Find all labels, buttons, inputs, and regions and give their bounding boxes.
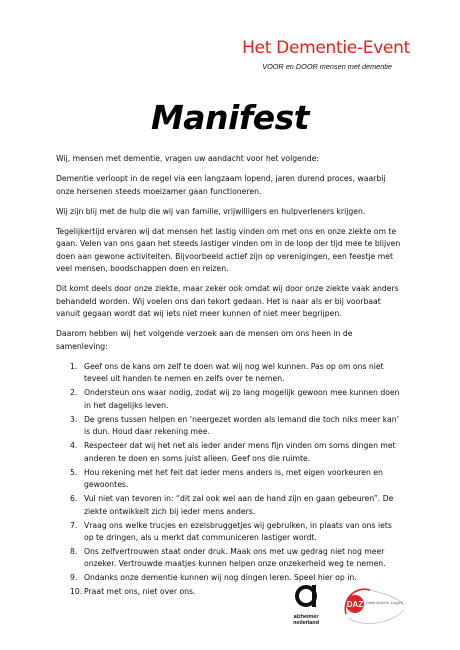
daz-tagline: Delta Andere Zorgen xyxy=(366,600,403,605)
alzheimer-a-icon xyxy=(294,582,318,612)
list-item xyxy=(56,414,401,439)
list-item-text: Ondanks onze dementie kunnen wij nog dingen leren. Speel hier op in. xyxy=(84,573,357,583)
list-item-number: 3. xyxy=(70,414,78,424)
paragraph-process: Dementie verloopt in de regel via een langzaam lopend, jaren durend proces, waarbij onze hersenen steeds moeizamer gaan functioneren. xyxy=(56,174,386,196)
list-item-text: Vul niet van tevoren in: “dit zal ook wel aan de hand zijn en gaan gebeuren”. De ziekte ontwikkelt zich bij ieder mens anders. xyxy=(84,494,394,516)
list-item xyxy=(56,546,401,571)
list-item-number: 7. xyxy=(70,520,78,530)
list-item-number: 8. xyxy=(70,546,78,556)
list-item-number: 9. xyxy=(70,573,78,583)
paragraph-request-intro: Daarom hebben wij het volgende verzoek aan de mensen om ons heen in de samenleving: xyxy=(56,329,353,351)
daz-logo-text: DAZ xyxy=(346,600,364,609)
footer-logos xyxy=(0,582,460,632)
alzheimer-logo-line1: alzheimer xyxy=(293,614,319,620)
list-item xyxy=(56,493,401,518)
list-item-number: 5. xyxy=(70,467,78,477)
list-item-text: Ondersteun ons waar nodig, zodat wij zo lang mogelijk gewoon mee kunnen doen in het dagelijks leven. xyxy=(84,388,400,410)
list-item-text: De grens tussen helpen en ‘neergezet worden als iemand die toch niks meer kan’ is dun. Houd daar rekening mee. xyxy=(84,414,400,437)
paragraph-help: Wij zijn blij met de hulp die wij van familie, vrijwilligers en hulpverleners krijgen. xyxy=(56,206,366,216)
event-subtitle: VOOR en DOOR mensen met dementie xyxy=(262,62,392,71)
list-item-number: 6. xyxy=(70,494,78,504)
list-item-text: Geef ons de kans om zelf te doen wat wij nog wel kunnen. Pas op om ons niet teveel uit handen te nemen en zelfs over te nemen. xyxy=(84,362,384,384)
document-title: Manifest xyxy=(150,98,310,137)
list-item xyxy=(56,467,401,492)
daz-logo xyxy=(340,584,408,628)
alzheimer-nederland-logo xyxy=(286,582,326,632)
list-item-number: 1. xyxy=(70,362,78,372)
list-item-text: Praat met ons, niet over ons. xyxy=(84,587,196,597)
event-title: Het Dementie-Event xyxy=(242,38,410,58)
document-body xyxy=(56,153,401,600)
list-item-text: Respecteer dat wij het net als ieder ander mens fijn vinden om soms dingen met anderen te doen en soms juist alleen. Geef ons die ruimte. xyxy=(84,441,396,463)
list-item-text: Hou rekening met het feit dat ieder mens anders is, met eigen voorkeuren en gewoontes. xyxy=(84,467,383,490)
paragraph-difficulty: Tegelijkertijd ervaren wij dat mensen het lastig vinden om met ons en onze ziekte om te gaan. Velen van ons gaan het steeds lastiger vinden om in de loop der tijd mee te blijven doen aan gewone activiteiten. Bijvoorbeeld actief zijn op verenigingen, een feestje met veel mensen, boodschappen doen en reizen. xyxy=(56,227,401,274)
list-item xyxy=(56,387,401,412)
request-list xyxy=(56,361,401,599)
intro-paragraph: Wij, mensen met dementie, vragen uw aandacht voor het volgende: xyxy=(56,154,319,163)
paragraph-treatment: Dit komt deels door onze ziekte, maar zeker ook omdat wij door onze ziekte vaak anders behandeld worden. Wij voelen ons dan tekort gedaan. Het is naar als er bij voorbaat vanuit gegaan wordt dat wij iets niet meer kunnen of niet meer begrijpen. xyxy=(56,284,399,319)
list-item xyxy=(56,361,401,386)
list-item-text: Vraag ons welke trucjes en ezelsbruggetjes wij gebruiken, in plaats van ons iets op te dringen, als u merkt dat communiceren lastiger wordt. xyxy=(84,520,392,542)
daz-emblem-icon xyxy=(340,584,408,628)
list-item-number: 10. xyxy=(70,587,83,597)
alzheimer-logo-line2: nederland xyxy=(293,620,319,626)
list-item-text: Ons zelfvertrouwen staat onder druk. Maak ons met uw gedrag niet nog meer onzeker. Vertrouwde maatjes kunnen helpen onze onzekerheid weg te nemen. xyxy=(84,546,386,569)
list-item-number: 4. xyxy=(70,441,78,451)
list-item-number: 2. xyxy=(70,388,78,398)
list-item xyxy=(56,520,401,545)
list-item xyxy=(56,440,401,465)
